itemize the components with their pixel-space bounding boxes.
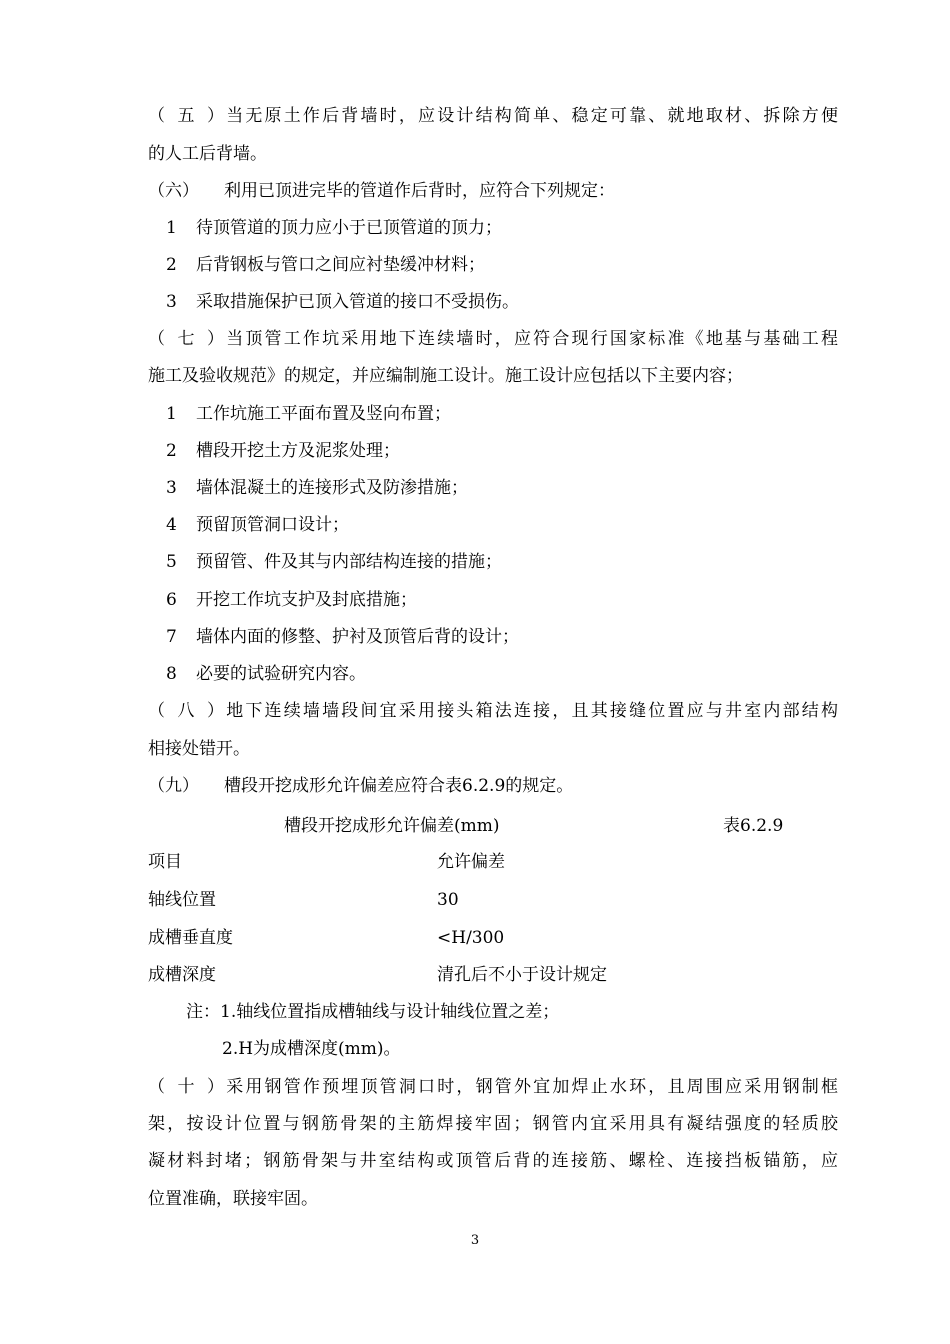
- paragraph-number: （六）: [148, 181, 199, 201]
- paragraph-10-line-1: （十）采用钢管作预埋顶管洞口时，钢管外宜加焊止水环，且周围应采用钢制框: [148, 1073, 838, 1101]
- table-header-item: 项目: [148, 852, 182, 872]
- paragraph-10-line-2: 架，按设计位置与钢筋骨架的主筋焊接牢固；钢管内宜采用具有凝结强度的轻质胶: [148, 1114, 838, 1134]
- list-item: 4 预留顶管洞口设计；: [166, 515, 349, 535]
- paragraph-number: （七）: [148, 329, 224, 349]
- paragraph-9-line-1: （九） 槽段开挖成形允许偏差应符合表6.2.9的规定。: [148, 772, 838, 800]
- list-item: 2 槽段开挖土方及泥浆处理；: [166, 441, 400, 461]
- table-cell: <H/300: [437, 928, 505, 948]
- paragraph-5-line-1: （五）当无原土作后背墙时，应设计结构简单、稳定可靠、就地取材、拆除方便: [148, 102, 838, 130]
- list-item: 2 后背钢板与管口之间应衬垫缓冲材料；: [166, 255, 485, 275]
- paragraph-5-line-2: 的人工后背墙。: [148, 144, 267, 164]
- list-item: 1 待顶管道的顶力应小于已顶管道的顶力；: [166, 218, 502, 238]
- list-item: 5 预留管、件及其与内部结构连接的措施；: [166, 552, 502, 572]
- table-header-tolerance: 允许偏差: [437, 852, 505, 872]
- paragraph-number: （九）: [148, 776, 199, 796]
- paragraph-8-line-2: 相接处错开。: [148, 739, 250, 759]
- table-cell: 清孔后不小于设计规定: [437, 965, 607, 985]
- list-item: 1 工作坑施工平面布置及竖向布置；: [166, 404, 451, 424]
- paragraph-10-line-3: 凝材料封堵；钢筋骨架与井室结构或顶管后背的连接筋、螺栓、连接挡板锚筋，应: [148, 1151, 838, 1171]
- table-cell: 成槽深度: [148, 965, 216, 985]
- list-item: 3 采取措施保护已顶入管道的接口不受损伤。: [166, 292, 519, 312]
- table-cell: 成槽垂直度: [148, 928, 233, 948]
- list-item: 7 墙体内面的修整、护衬及顶管后背的设计；: [166, 627, 519, 647]
- paragraph-7-line-2: 施工及验收规范》的规定，并应编制施工设计。施工设计应包括以下主要内容；: [148, 366, 743, 386]
- list-item: 8 必要的试验研究内容。: [166, 664, 366, 684]
- paragraph-6-line-1: （六） 利用已顶进完毕的管道作后背时，应符合下列规定：: [148, 177, 838, 205]
- paragraph-7-line-1: （七）当顶管工作坑采用地下连续墙时，应符合现行国家标准《地基与基础工程: [148, 325, 838, 353]
- table-note-2: 2.H为成槽深度(mm)。: [222, 1039, 401, 1059]
- table-caption: 槽段开挖成形允许偏差(mm): [284, 816, 500, 836]
- table-note-1: 注：1.轴线位置指成槽轴线与设计轴线位置之差；: [186, 1002, 560, 1022]
- page-number: 3: [470, 1233, 480, 1248]
- paragraph-10-line-4: 位置准确，联接牢固。: [148, 1189, 318, 1209]
- paragraph-number: （十）: [148, 1077, 224, 1097]
- paragraph-number: （八）: [148, 701, 224, 721]
- list-item: 6 开挖工作坑支护及封底措施；: [166, 590, 417, 610]
- table-number: 表6.2.9: [723, 816, 784, 836]
- table-cell: 轴线位置: [148, 890, 216, 910]
- paragraph-8-line-1: （八）地下连续墙墙段间宜采用接头箱法连接，且其接缝位置应与井室内部结构: [148, 697, 838, 725]
- paragraph-number: （五）: [148, 106, 224, 126]
- list-item: 3 墙体混凝土的连接形式及防渗措施；: [166, 478, 468, 498]
- table-cell: 30: [437, 890, 459, 910]
